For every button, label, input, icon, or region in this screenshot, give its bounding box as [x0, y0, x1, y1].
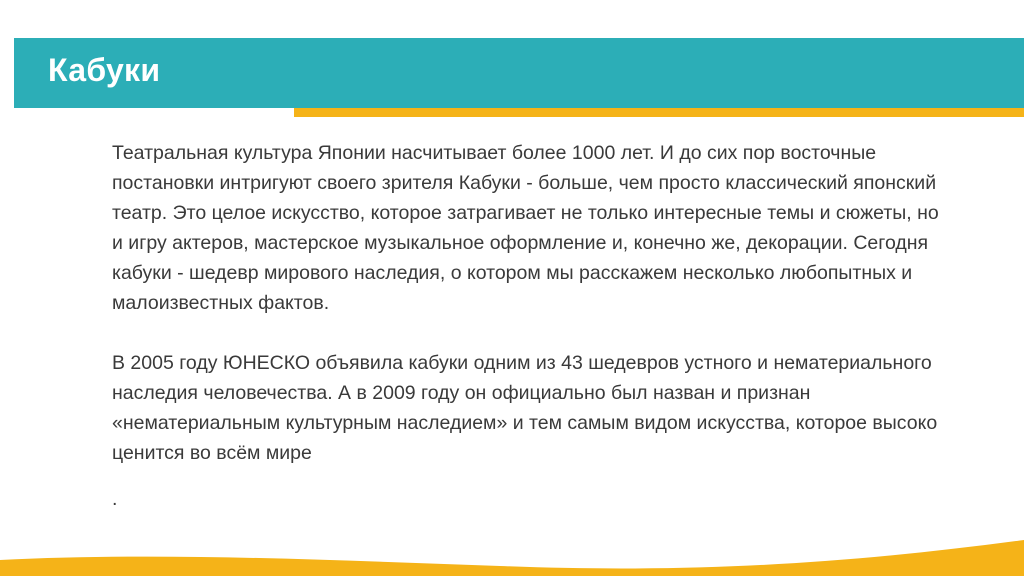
paragraph-2: В 2005 году ЮНЕСКО объявила кабуки одним из 43 шедевров устного и нематериального наследия человечества. А в 2009 году он официально был назван и признан «нематериальным культурным наследием» и тем самым видом искусства, которое высоко ценится во всём мире [112, 352, 938, 464]
title-bar [14, 38, 1024, 108]
slide-body [112, 138, 952, 510]
wave-shape [0, 540, 1024, 576]
bottom-wave-decoration [0, 516, 1024, 576]
trailing-dot: . [112, 488, 118, 510]
title-accent-stripe [294, 108, 1024, 117]
paragraph-1: Театральная культура Японии насчитывает более 1000 лет. И до сих пор восточные постановки интригуют своего зрителя Кабуки - больше, чем просто классический японский театр. Это целое искусство, которое затрагивает не только интересные темы и сюжеты, но и игру актеров, мастерское музыкальное оформление и, конечно же, декорации. Сегодня кабуки - шедевр мирового наследия, о котором мы расскажем несколько любопытных и малоизвестных фактов. [112, 142, 939, 314]
slide-title: Кабуки [48, 52, 161, 88]
